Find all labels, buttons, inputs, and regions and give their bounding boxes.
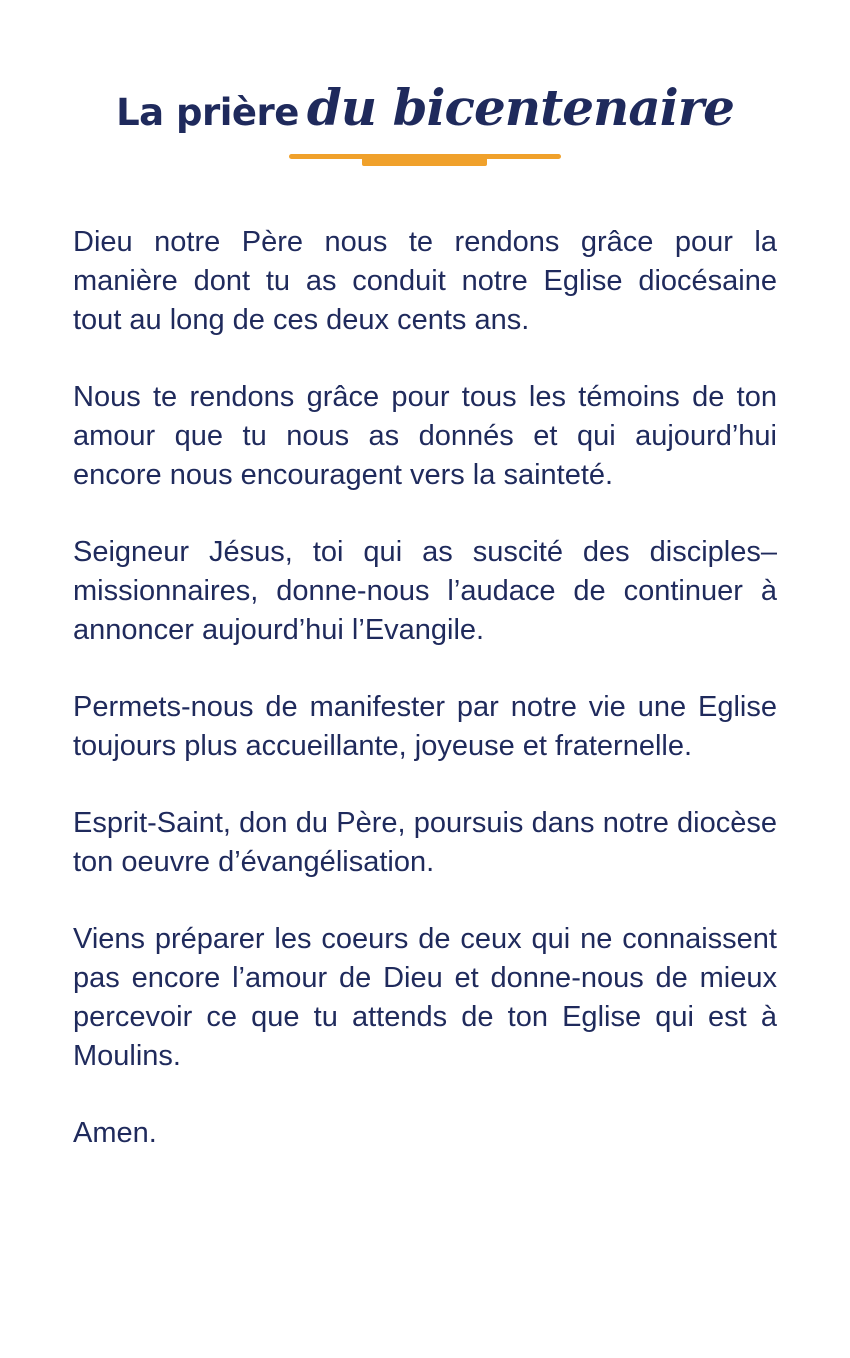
prayer-body bbox=[73, 223, 777, 1191]
title-plain: La prière bbox=[116, 91, 299, 134]
paragraph-5: Esprit-Saint, don du Père, poursuis dans notre diocèse ton oeuvre d’évangélisation. bbox=[73, 807, 777, 878]
paragraph-3: Seigneur Jésus, toi qui as suscité des disciples–missionnaires, donne-nous l’audace de continuer à annoncer aujourd’hui l’Evangile. bbox=[73, 536, 777, 646]
paragraph-4: Permets-nous de manifester par notre vie une Eglise toujours plus accueillante, joyeuse et fraternelle. bbox=[73, 691, 777, 762]
paragraph-1: Dieu notre Père nous te rendons grâce pour la manière dont tu as conduit notre Eglise diocésaine tout au long de ces deux cents ans. bbox=[73, 226, 777, 336]
page-title bbox=[0, 78, 850, 137]
paragraph-2: Nous te rendons grâce pour tous les témoins de ton amour que tu nous as donnés et qui aujourd’hui encore nous encouragent vers la sainteté. bbox=[73, 381, 777, 491]
title-underline-accent bbox=[362, 157, 487, 166]
title-script: du bicentenaire bbox=[306, 78, 734, 137]
paragraph-amen: Amen. bbox=[73, 1117, 157, 1149]
paragraph-6: Viens préparer les coeurs de ceux qui ne connaissent pas encore l’amour de Dieu et donne-nous de mieux percevoir ce que tu attends de ton Eglise qui est à Moulins. bbox=[73, 923, 777, 1072]
